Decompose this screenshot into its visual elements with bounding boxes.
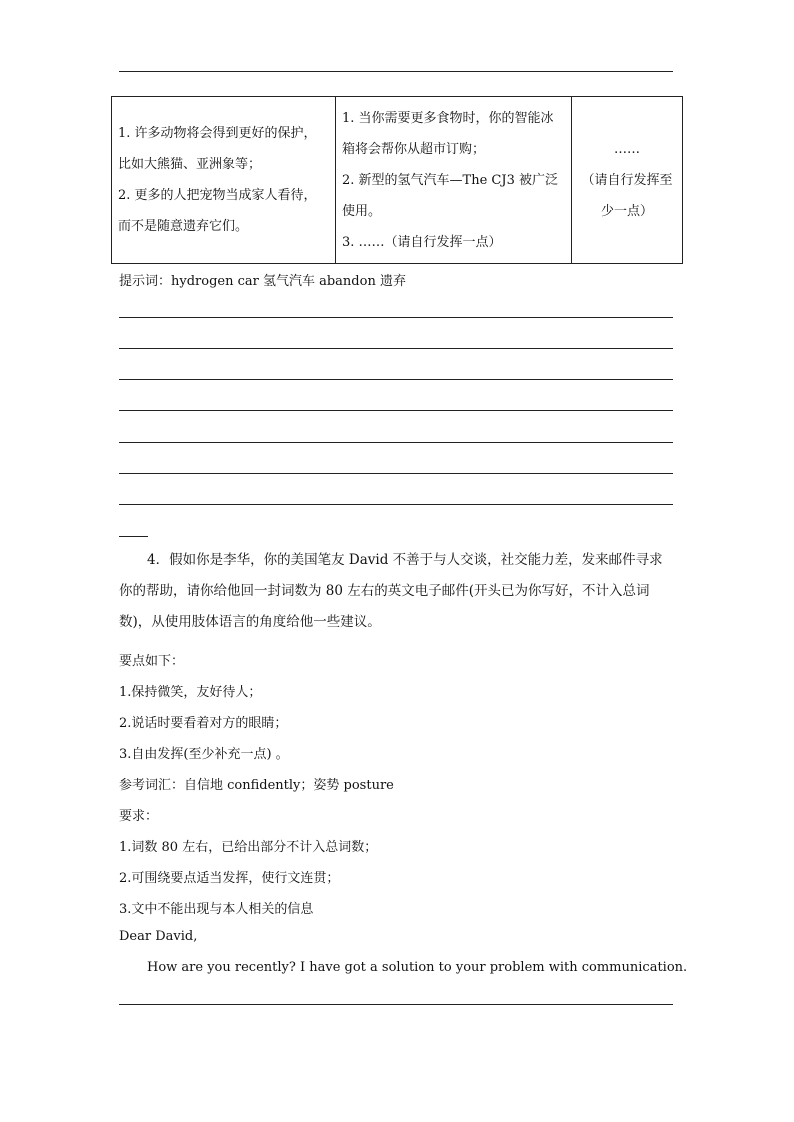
table-item: 1. 许多动物将会得到更好的保护，比如大熊猫、亚洲象等； — [118, 126, 317, 172]
hint-text: 提示词：hydrogen car 氢气汽车 abandon 遗弃 — [119, 274, 406, 289]
letter-greeting: Dear David, — [119, 929, 198, 944]
table-item: 3. ……（请自行发挥一点） — [342, 234, 502, 250]
ideas-table — [111, 96, 683, 264]
table-item: 1. 当你需要更多食物时，你的智能冰箱将会帮你从超市订购； — [342, 110, 554, 157]
vocab-text: 参考词汇：自信地 confidently；姿势 posture — [119, 778, 394, 793]
table-item: 2. 更多的人把宠物当成家人看待，而不是随意遗弃它们。 — [118, 188, 317, 234]
point-item: 3.自由发挥(至少补充一点) 。 — [119, 747, 289, 762]
answer-line[interactable] — [119, 1004, 673, 1005]
requirement-item: 2.可围绕要点适当发挥，使行文连贯； — [119, 871, 340, 886]
requirement-item: 3.文中不能出现与本人相关的信息 — [119, 902, 314, 917]
points-title: 要点如下： — [119, 654, 185, 669]
answer-line[interactable] — [119, 348, 673, 349]
table-cell-open — [572, 97, 683, 264]
requirements-title: 要求： — [119, 809, 159, 824]
answer-line[interactable] — [119, 410, 673, 411]
answer-line[interactable] — [119, 317, 673, 318]
table-cell-now — [112, 97, 336, 264]
answer-line-end[interactable] — [119, 536, 148, 537]
answer-line[interactable] — [119, 442, 673, 443]
requirement-item: 1.词数 80 左右，已给出部分不计入总词数； — [119, 840, 378, 855]
table-item: （请自行发挥至少一点） — [581, 172, 673, 219]
table-cell-future — [336, 97, 572, 264]
answer-line[interactable] — [119, 473, 673, 474]
header-rule — [119, 71, 673, 72]
letter-opening: How are you recently? I have got a solution to your problem with communication. — [147, 960, 688, 975]
point-item: 2.说话时要看着对方的眼睛； — [119, 716, 288, 731]
answer-line[interactable] — [119, 379, 673, 380]
answer-line[interactable] — [119, 504, 673, 505]
table-item: 2. 新型的氢气汽车—The CJ3 被广泛使用。 — [342, 172, 558, 219]
table-item: …… — [614, 141, 640, 157]
point-item: 1.保持微笑，友好待人； — [119, 685, 262, 700]
task4-intro: 4．假如你是李华，你的美国笔友 David 不善于与人交谈，社交能力差，发来邮件寻求你的帮助，请你给他回一封词数为 80 左右的英文电子邮件(开头已为你写好，不计入总词数)，从使用肢体语言的角度给他一些建议。 — [119, 552, 663, 630]
